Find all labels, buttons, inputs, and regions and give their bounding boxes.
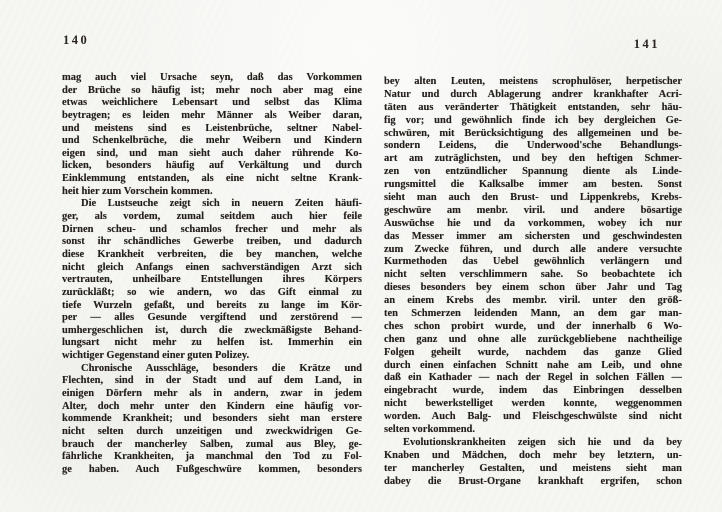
text-line: Auswüchse hie und da vorkommen, wobey ich nur (384, 217, 682, 229)
text-line: beytragen; es leiden mehr Männer als Weiber daran, (62, 109, 362, 121)
text-line: schwüren, mit Berücksichtigung des allgemeinen und be- (384, 127, 682, 139)
text-line: zurückläßt; so wie andern, wo das Gift einmal zu (62, 286, 362, 298)
text-line: mag auch viel Ursache seyn, daß das Vorkommen (62, 72, 362, 83)
text-line: selten vorkommend. (384, 424, 475, 436)
text-line: ger, als vordem, zumal seitdem auch hier feile (62, 211, 362, 223)
text-line: sonst ihr schändliches Gewerbe treiben, und dadurch (62, 236, 362, 248)
text-line: zen von entzündlicher Spannung diente als Linde- (384, 166, 682, 178)
text-line: nicht selten durch unzeitigen und zweckwidrigen Ge- (62, 425, 362, 437)
text-line: und meistens sind es Leistenbrüche, seltner Nabel- (62, 122, 362, 134)
left-page-number: 140 (63, 33, 90, 47)
text-line: licken, besonders häufig auf Verkältung und durch (62, 160, 362, 172)
text-line: bey alten Leuten, meistens scrophulöser, herpetischer (384, 76, 682, 87)
text-line: dabey die Brust-Organe krankhaft ergrifen, schon (384, 475, 682, 487)
text-line: Dirnen scheu- und schamlos frecher und mehr als (62, 223, 362, 235)
text-line: art am zuträglichsten, und bey den heftigen Schmer- (384, 153, 682, 165)
text-line: brauch der mancherley Salben, zumal aus Bley, ge- (62, 438, 362, 450)
text-line: Knaben und Mädchen, doch mehr bey letztern, un- (384, 449, 682, 461)
text-line: vertrauten, unheilbare Entstellungen ihres Körpers (62, 274, 362, 286)
text-line: eingebracht wurde, indem das Einbringen desselben (384, 385, 682, 397)
text-line: heit hier zum Vorschein kommen. (62, 185, 213, 197)
text-line: diese Krankheit verbreiten, die bey manchen, welche (62, 248, 362, 260)
text-line: Die Lustseuche zeigt sich in neuern Zeiten häufi- (81, 198, 362, 210)
left-page-text (62, 72, 362, 477)
text-line: einigen Dörfern mehr als in andern, zwar in jedem (62, 388, 362, 400)
text-line: der Brüche so häufig ist; mehr noch aber mag eine (62, 84, 362, 96)
right-page-text (384, 76, 682, 489)
text-line: Kurmethoden das Uebel gewöhnlich verlängern und (384, 256, 682, 268)
text-line: Flechten, sind in der Stadt und auf dem Land, in (62, 375, 362, 387)
text-line: rungsmittel die Kalksalbe immer am besten. Sonst (384, 179, 682, 191)
text-line: etwas weichlichere Lebensart und selbst das Klima (62, 97, 362, 109)
text-line: sondern Leidens, die Underwood'sche Behandlungs- (384, 140, 682, 152)
text-line: fig vor; und gewöhnlich finde ich bey dergleichen Ge- (384, 114, 682, 126)
text-line: Einklemmung entstanden, als eine nicht seltne Krank- (62, 173, 362, 185)
text-line: worden. Auch Balg- und Fleischgeschwülste sind nicht (384, 411, 682, 423)
text-line: ten Schmerzen leidenden Mann, an dem gar man- (384, 308, 682, 320)
text-line: sieht man auch den Brust- und Lippenkrebs, Krebs- (384, 192, 682, 204)
text-line: Folgen geheilt wurde, nachdem das ganze Glied (384, 346, 682, 358)
text-line: nicht selten verschlimmern sahe. So beobachtete ich (384, 269, 682, 281)
text-line: lungsart nicht mehr zu helfen ist. Immerhin ein (62, 337, 362, 349)
text-line: zum Zwecke führen, und durch alle andere versuchte (384, 243, 682, 255)
text-line: geschwüre am menbr. viril. und andere bösartige (384, 204, 682, 216)
text-line: nicht gleich Anfangs einen sachverständigen Arzt sich (62, 261, 362, 273)
text-line: Evolutionskrankheiten zeigen sich hie und da bey (403, 436, 682, 448)
text-line: und Schenkelbrüche, die mehr Weibern und Kindern (62, 135, 362, 147)
text-line: per — alles Gesunde vergiftend und zerstörend — (62, 312, 362, 324)
text-line: fährliche Krankheiten, ja manchmal den Tod zu Fol- (62, 451, 362, 463)
text-line: ge haben. Auch Fußgeschwüre kommen, besonders (62, 463, 362, 475)
text-line: kommende Krankheit; und besonders sieht man erstere (62, 413, 362, 425)
text-line: tiefe Wurzeln gefaßt, und bereits zu lange im Kör- (62, 299, 362, 311)
text-line: Chronische Ausschläge, besonders die Krätze und (81, 362, 362, 374)
text-line: ter mancherley Gestalten, und meistens sieht man (384, 462, 682, 474)
text-line: daß ein Kathader — nach der Regel in solchen Fällen — (384, 372, 682, 384)
text-line: Alter, doch mehr unter den Kindern eine häufig vor- (62, 400, 362, 412)
text-line: das Messer immer am sichersten und geschwindesten (384, 230, 682, 242)
text-line: umhergeschlichen ist, durch die zweckmäßigste Behand- (62, 324, 362, 336)
text-line: Natur und durch Ablagerung andrer krankhafter Acri- (384, 88, 682, 100)
right-page-number: 141 (633, 37, 660, 51)
text-line: täten aus veränderter Thätigkeit entstanden, sehr häu- (384, 101, 682, 113)
text-line: wichtiger Gegenstand einer guten Polizey. (62, 350, 250, 362)
text-line: ches schon probirt wurde, und der innerhalb 6 Wo- (384, 320, 682, 332)
text-line: chen ganz und ohne alle zurückgebliebene nachtheilige (384, 333, 682, 345)
text-line: durch einen einfachen Schnitt nahe am Leib, und ohne (384, 359, 682, 371)
text-line: an einem Krebs des membr. viril. unter den größ- (384, 295, 682, 307)
text-line: eigen sind, und man sieht auch daher rührende Ko- (62, 147, 362, 159)
text-line: dieses besonders bey einem schon über Jahr und Tag (384, 282, 682, 294)
text-line: nicht bewerkstelliget werden konnte, weggenommen (384, 398, 682, 410)
